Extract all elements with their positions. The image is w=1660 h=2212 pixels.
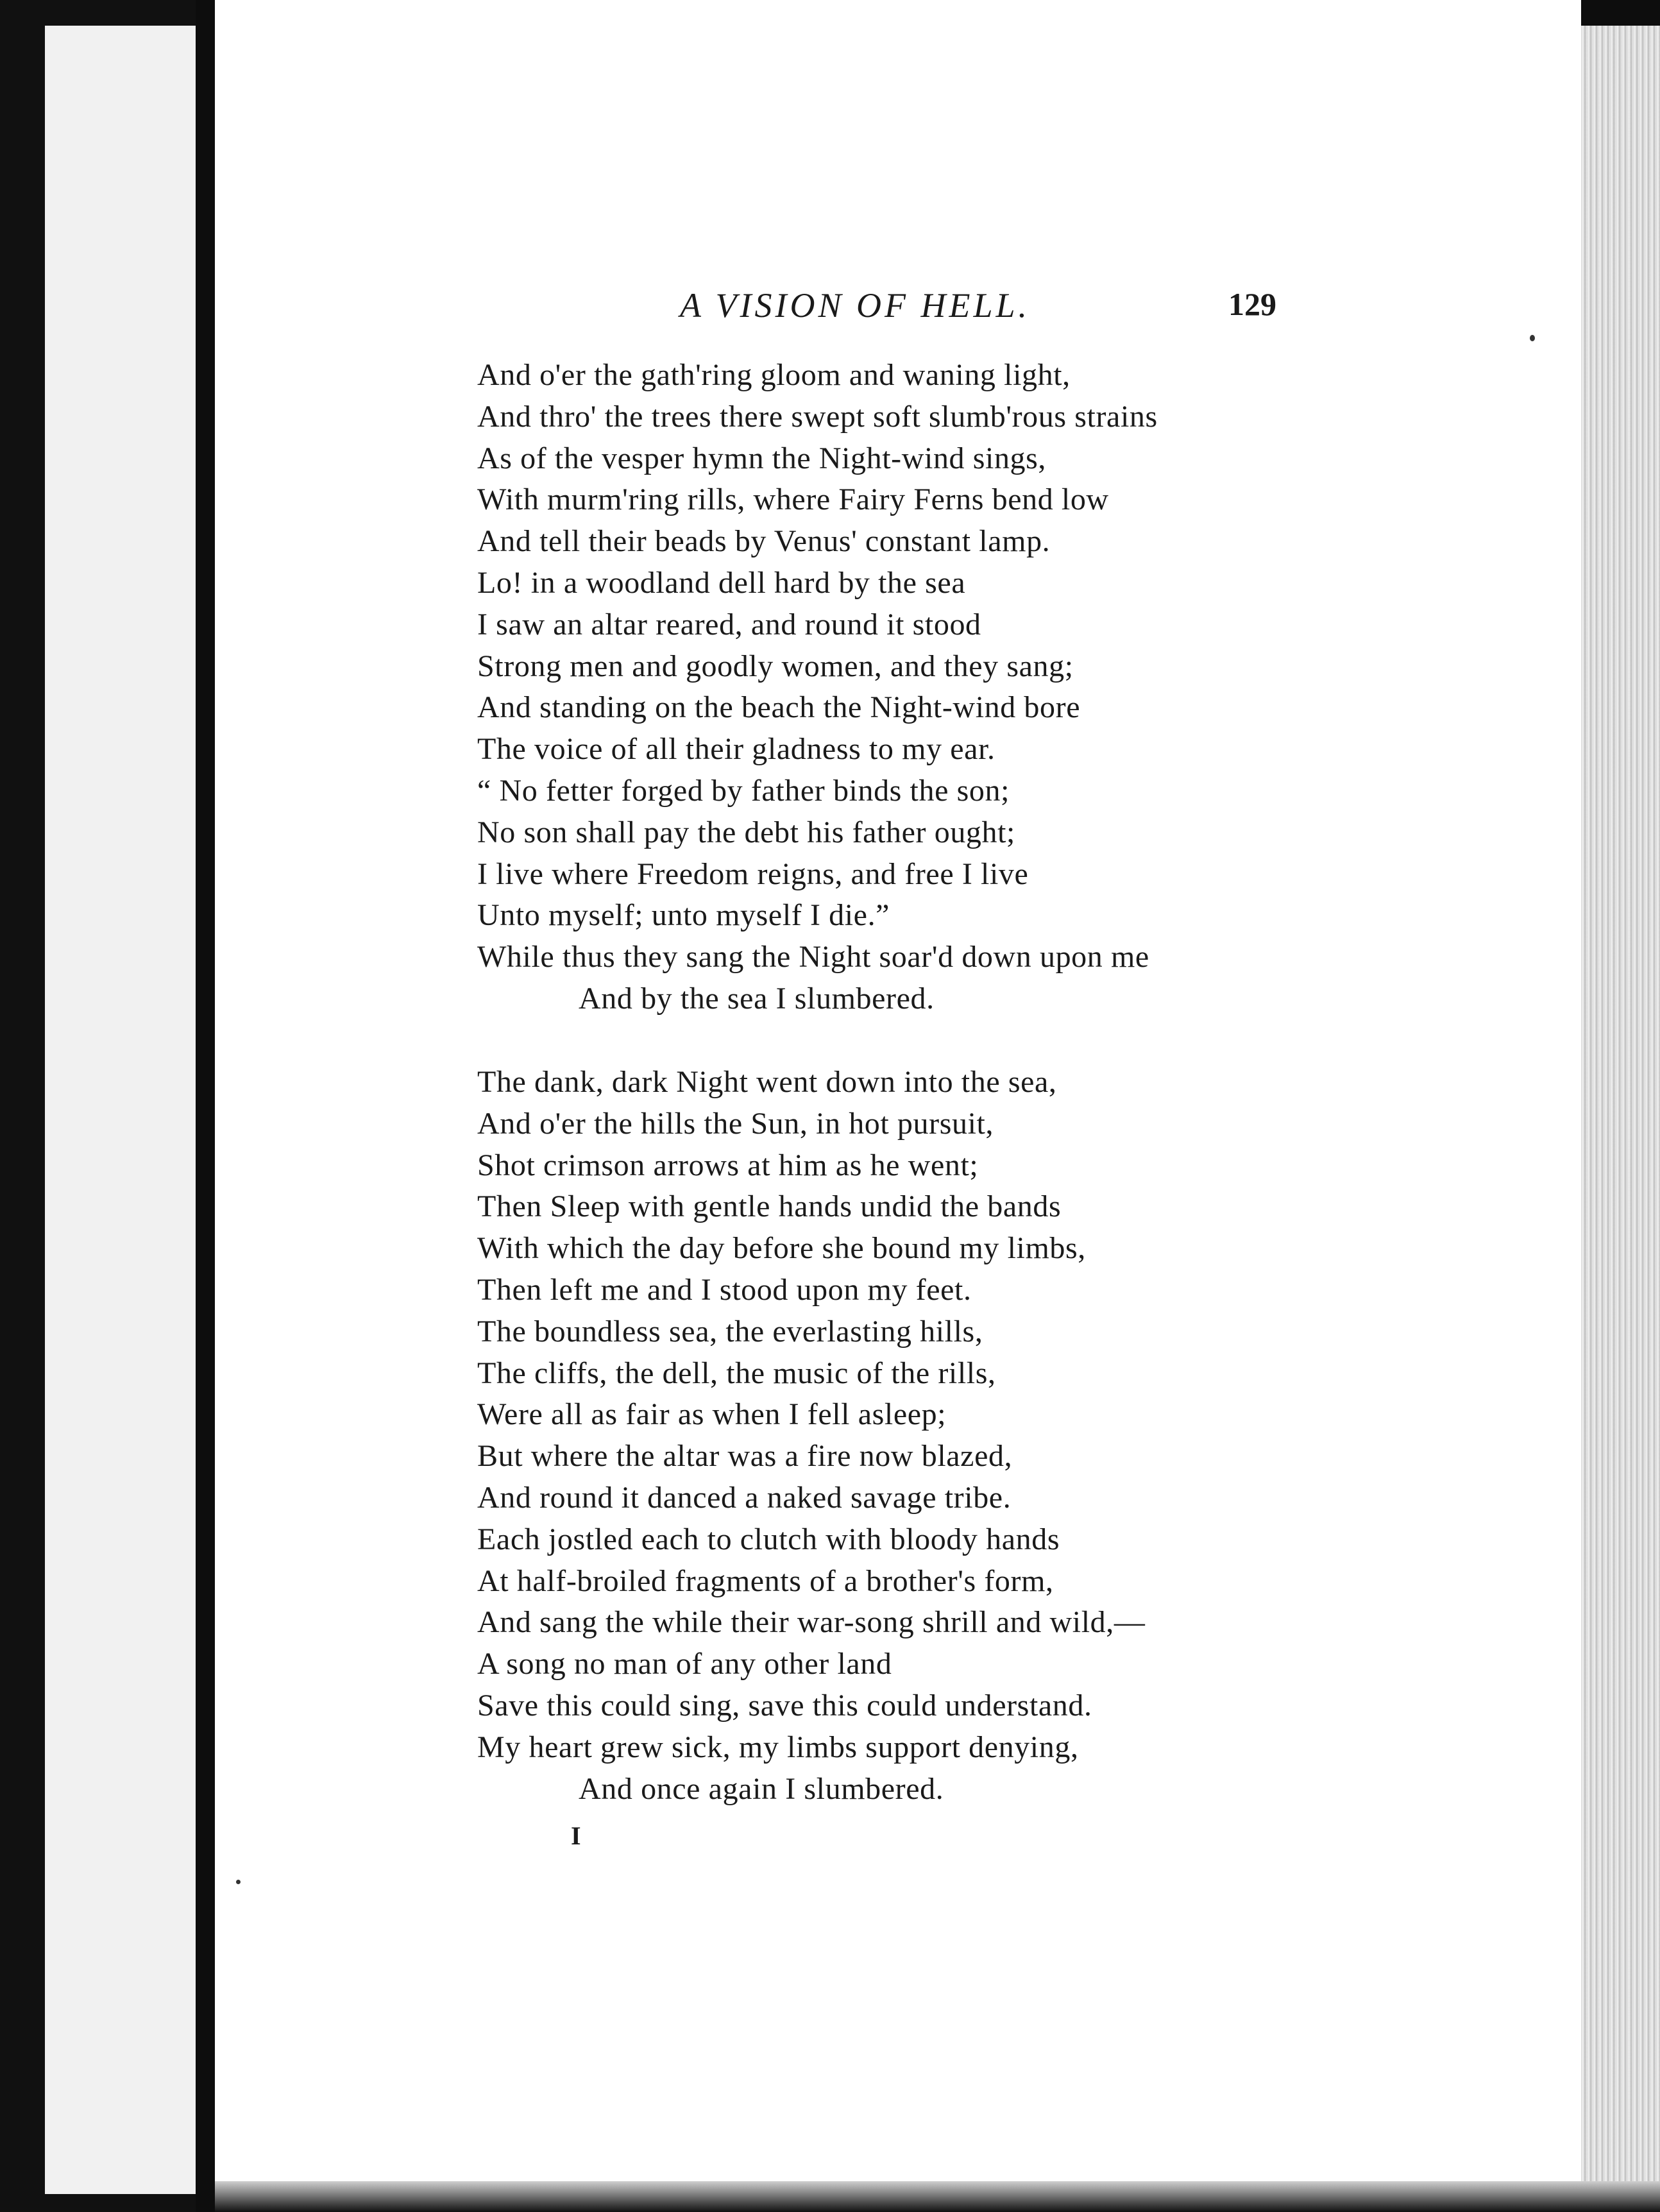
poem-line: And o'er the gath'ring gloom and waning light, bbox=[477, 358, 1071, 392]
bottom-scan-edge bbox=[215, 2181, 1660, 2212]
poem-line: Save this could sing, save this could understand. bbox=[477, 1688, 1092, 1723]
page-stack-edge bbox=[1581, 0, 1660, 2212]
poem-line: Each jostled each to clutch with bloody hands bbox=[477, 1522, 1060, 1556]
poem-line: And standing on the beach the Night-wind bore bbox=[477, 690, 1081, 725]
poem-line: At half-broiled fragments of a brother's form, bbox=[477, 1563, 1054, 1598]
stanza bbox=[477, 355, 1311, 1020]
poem-line: And round it danced a naked savage tribe. bbox=[477, 1480, 1012, 1515]
scan-speck bbox=[236, 1880, 241, 1884]
poem-line: No son shall pay the debt his father ought; bbox=[477, 815, 1015, 849]
poem-line: Lo! in a woodland dell hard by the sea bbox=[477, 565, 966, 600]
scan-speck bbox=[1530, 335, 1535, 341]
poem-line: As of the vesper hymn the Night-wind sings, bbox=[477, 441, 1047, 475]
poem-line: While thus they sang the Night soar'd down upon me bbox=[477, 940, 1149, 974]
page-stack-edge-top bbox=[1581, 0, 1660, 26]
stanza-closing-line: And once again I slumbered. bbox=[579, 1771, 944, 1806]
poem-line: The boundless sea, the everlasting hills, bbox=[477, 1314, 983, 1348]
printer-signature-mark: I bbox=[571, 1821, 581, 1850]
poem-line: And sang the while their war-song shrill and wild,— bbox=[477, 1605, 1146, 1640]
poem-line: And tell their beads by Venus' constant lamp. bbox=[477, 524, 1051, 559]
poem-line: Unto myself; unto myself I die.” bbox=[477, 898, 890, 933]
poem-line: I live where Freedom reigns, and free I live bbox=[477, 856, 1029, 891]
poem-line: But where the altar was a fire now blazed, bbox=[477, 1439, 1013, 1474]
poem-line: A song no man of any other land bbox=[477, 1647, 892, 1681]
poem-line: With murm'ring rills, where Fairy Ferns bend low bbox=[477, 482, 1109, 517]
poem-line: The voice of all their gladness to my ear. bbox=[477, 732, 995, 767]
poem-line: Then left me and I stood upon my feet. bbox=[477, 1272, 972, 1307]
poem-line: Strong men and goodly women, and they sang; bbox=[477, 649, 1074, 683]
poem-line: With which the day before she bound my limbs, bbox=[477, 1231, 1086, 1266]
poem-line: And o'er the hills the Sun, in hot pursuit, bbox=[477, 1106, 994, 1141]
poem-line: “ No fetter forged by father binds the son; bbox=[477, 773, 1010, 808]
poem-line: Were all as fair as when I fell asleep; bbox=[477, 1397, 947, 1432]
facing-page-sliver bbox=[45, 26, 196, 2194]
running-title: A VISION OF HELL. bbox=[680, 286, 1031, 325]
gutter bbox=[196, 0, 215, 2212]
stanza bbox=[477, 1062, 1311, 1810]
poem-line: The cliffs, the dell, the music of the rills, bbox=[477, 1356, 996, 1390]
stanza-closing-line: And by the sea I slumbered. bbox=[579, 981, 935, 1016]
poem-line: Shot crimson arrows at him as he went; bbox=[477, 1148, 979, 1182]
poem-line: And thro' the trees there swept soft slumb'rous strains bbox=[477, 399, 1158, 434]
poem-line: The dank, dark Night went down into the sea, bbox=[477, 1065, 1057, 1099]
page-number: 129 bbox=[1228, 286, 1276, 322]
poem-line: I saw an altar reared, and round it stood bbox=[477, 607, 981, 642]
poem-line: Then Sleep with gentle hands undid the bands bbox=[477, 1189, 1062, 1224]
poem-line: My heart grew sick, my limbs support denying, bbox=[477, 1730, 1079, 1764]
